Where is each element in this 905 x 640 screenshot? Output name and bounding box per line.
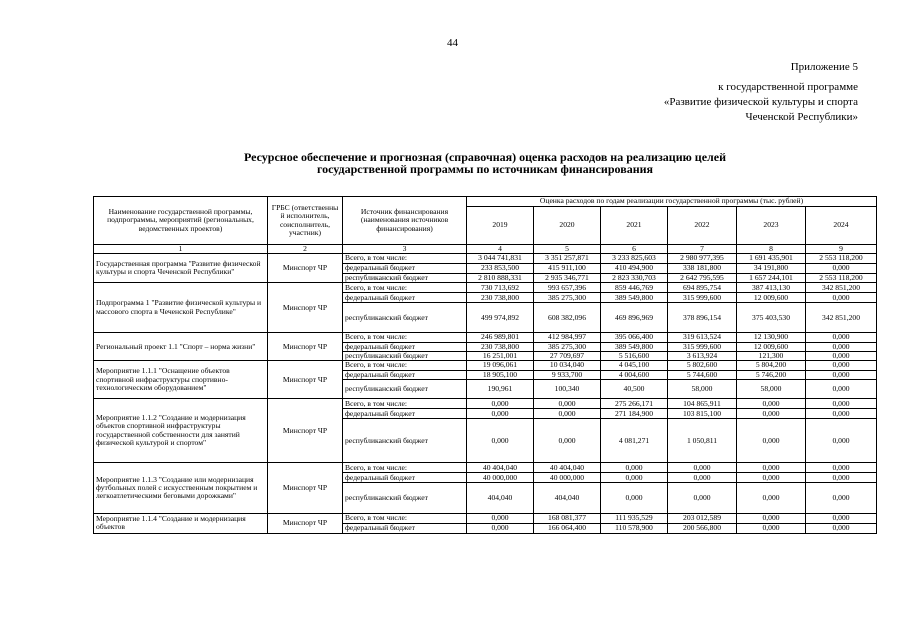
amount-cell: 0,000 <box>534 409 601 419</box>
amount-cell: 338 181,800 <box>668 263 737 273</box>
appendix-line: «Развитие физической культуры и спорта <box>663 96 858 108</box>
amount-cell: 4 004,600 <box>601 370 668 379</box>
amount-cell: 404,040 <box>467 483 534 514</box>
amount-cell: 9 933,700 <box>534 370 601 379</box>
amount-cell: 230 738,800 <box>467 293 534 303</box>
amount-cell: 2 935 346,771 <box>534 273 601 282</box>
amount-cell: 375 403,530 <box>737 303 806 333</box>
program-name-cell: Государственная программа "Развитие физической культуры и спорта Чеченской Республики" <box>94 254 268 283</box>
amount-cell: 0,000 <box>806 370 877 379</box>
funding-source-cell: республиканский бюджет <box>343 352 467 361</box>
header-year: 2021 <box>601 207 668 245</box>
amount-cell: 389 549,800 <box>601 293 668 303</box>
amount-cell: 4 045,100 <box>601 361 668 370</box>
header-estimate: Оценка расходов по годам реализации государственной программы (тыс. рублей) <box>467 197 877 207</box>
amount-cell: 2 642 795,595 <box>668 273 737 282</box>
amount-cell: 5 746,200 <box>737 370 806 379</box>
amount-cell: 5 802,600 <box>668 361 737 370</box>
amount-cell: 0,000 <box>737 514 806 523</box>
column-number: 1 <box>94 245 268 254</box>
amount-cell: 271 184,900 <box>601 409 668 419</box>
funding-source-cell: Всего, в том числе: <box>343 333 467 342</box>
amount-cell: 19 096,061 <box>467 361 534 370</box>
amount-cell: 395 066,400 <box>601 333 668 342</box>
appendix-title: Приложение 5 <box>790 61 858 73</box>
amount-cell: 1 657 244,101 <box>737 273 806 282</box>
amount-cell: 412 984,997 <box>534 333 601 342</box>
amount-cell: 100,340 <box>534 380 601 399</box>
amount-cell: 410 494,900 <box>601 263 668 273</box>
amount-cell: 315 999,600 <box>668 342 737 351</box>
amount-cell: 40 404,040 <box>467 463 534 473</box>
funding-source-cell: республиканский бюджет <box>343 303 467 333</box>
amount-cell: 0,000 <box>806 352 877 361</box>
amount-cell: 385 275,300 <box>534 342 601 351</box>
amount-cell: 2 823 330,703 <box>601 273 668 282</box>
funding-source-cell: Всего, в том числе: <box>343 514 467 523</box>
amount-cell: 0,000 <box>668 473 737 483</box>
amount-cell: 0,000 <box>806 263 877 273</box>
amount-cell: 0,000 <box>668 483 737 514</box>
amount-cell: 0,000 <box>668 463 737 473</box>
table-body <box>94 254 877 533</box>
funding-source-cell: Всего, в том числе: <box>343 254 467 263</box>
amount-cell: 166 064,400 <box>534 523 601 533</box>
table-row <box>94 333 877 342</box>
program-name-cell: Мероприятие 1.1.3 "Создание или модернизация футбольных полей с искусственным покрытием и легкоатлетическими беговыми дорожками" <box>94 463 268 514</box>
amount-cell: 404,040 <box>534 483 601 514</box>
amount-cell: 3 044 741,831 <box>467 254 534 263</box>
funding-source-cell: республиканский бюджет <box>343 380 467 399</box>
amount-cell: 18 905,100 <box>467 370 534 379</box>
amount-cell: 121,300 <box>737 352 806 361</box>
document-title <box>95 151 875 175</box>
amount-cell: 40 404,040 <box>534 463 601 473</box>
amount-cell: 27 709,697 <box>534 352 601 361</box>
amount-cell: 0,000 <box>737 409 806 419</box>
funding-source-cell: федеральный бюджет <box>343 342 467 351</box>
amount-cell: 469 896,969 <box>601 303 668 333</box>
amount-cell: 0,000 <box>806 361 877 370</box>
header-grbs: ГРБС (ответственны й исполнитель, соисполнитель, участник) <box>268 197 343 245</box>
amount-cell: 0,000 <box>534 419 601 463</box>
column-number: 6 <box>601 245 668 254</box>
funding-source-cell: Всего, в том числе: <box>343 463 467 473</box>
grbs-cell: Минспорт ЧР <box>268 463 343 514</box>
amount-cell: 3 351 257,871 <box>534 254 601 263</box>
funding-source-cell: Всего, в том числе: <box>343 361 467 370</box>
header-year: 2023 <box>737 207 806 245</box>
amount-cell: 4 081,271 <box>601 419 668 463</box>
amount-cell: 1 050,811 <box>668 419 737 463</box>
amount-cell: 0,000 <box>737 463 806 473</box>
amount-cell: 0,000 <box>806 419 877 463</box>
amount-cell: 16 251,001 <box>467 352 534 361</box>
amount-cell: 0,000 <box>467 419 534 463</box>
funding-source-cell: республиканский бюджет <box>343 483 467 514</box>
amount-cell: 389 549,800 <box>601 342 668 351</box>
funding-source-cell: республиканский бюджет <box>343 273 467 282</box>
grbs-cell: Минспорт ЧР <box>268 283 343 333</box>
amount-cell: 2 980 977,395 <box>668 254 737 263</box>
amount-cell: 608 382,096 <box>534 303 601 333</box>
header-year: 2022 <box>668 207 737 245</box>
page-number: 44 <box>447 37 458 49</box>
header-year: 2020 <box>534 207 601 245</box>
program-name-cell: Мероприятие 1.1.2 "Создание и модернизация объектов спортивной инфраструктуры государственной собственности для занятий физической культурой и спортом" <box>94 399 268 463</box>
table-row <box>94 514 877 523</box>
column-number: 2 <box>268 245 343 254</box>
funding-source-cell: федеральный бюджет <box>343 263 467 273</box>
grbs-cell: Минспорт ЧР <box>268 333 343 361</box>
amount-cell: 2 810 888,331 <box>467 273 534 282</box>
grbs-cell: Минспорт ЧР <box>268 254 343 283</box>
amount-cell: 0,000 <box>467 514 534 523</box>
column-number: 3 <box>343 245 467 254</box>
amount-cell: 0,000 <box>806 514 877 523</box>
amount-cell: 103 815,100 <box>668 409 737 419</box>
amount-cell: 0,000 <box>601 483 668 514</box>
funding-source-cell: федеральный бюджет <box>343 473 467 483</box>
appendix-block <box>664 60 858 125</box>
financing-table <box>93 196 877 534</box>
table-row <box>94 361 877 370</box>
amount-cell: 0,000 <box>467 409 534 419</box>
amount-cell: 0,000 <box>806 342 877 351</box>
amount-cell: 40 000,000 <box>534 473 601 483</box>
funding-source-cell: республиканский бюджет <box>343 419 467 463</box>
amount-cell: 342 851,200 <box>806 303 877 333</box>
amount-cell: 378 896,154 <box>668 303 737 333</box>
amount-cell: 0,000 <box>467 399 534 409</box>
column-number-row <box>94 245 877 254</box>
program-name-cell: Мероприятие 1.1.1 "Оснащение объектов спортивной инфраструктуры спортивно-технологическим оборудованием" <box>94 361 268 399</box>
amount-cell: 203 012,589 <box>668 514 737 523</box>
program-name-cell: Региональный проект 1.1 "Спорт – норма жизни" <box>94 333 268 361</box>
amount-cell: 5 744,600 <box>668 370 737 379</box>
column-number: 5 <box>534 245 601 254</box>
funding-source-cell: Всего, в том числе: <box>343 283 467 293</box>
column-number: 8 <box>737 245 806 254</box>
amount-cell: 0,000 <box>806 293 877 303</box>
table-row <box>94 254 877 263</box>
header-year: 2019 <box>467 207 534 245</box>
header-year: 2024 <box>806 207 877 245</box>
funding-source-cell: федеральный бюджет <box>343 370 467 379</box>
amount-cell: 0,000 <box>806 483 877 514</box>
amount-cell: 3 613,924 <box>668 352 737 361</box>
amount-cell: 58,000 <box>737 380 806 399</box>
amount-cell: 0,000 <box>806 380 877 399</box>
amount-cell: 12 130,900 <box>737 333 806 342</box>
amount-cell: 2 553 118,200 <box>806 254 877 263</box>
amount-cell: 0,000 <box>806 399 877 409</box>
amount-cell: 859 446,769 <box>601 283 668 293</box>
column-number: 4 <box>467 245 534 254</box>
document-title-line: государственной программы по источникам финансирования <box>316 162 654 176</box>
amount-cell: 0,000 <box>737 473 806 483</box>
program-name-cell: Мероприятие 1.1.4 "Создание и модернизация объектов <box>94 514 268 533</box>
table-row <box>94 399 877 409</box>
amount-cell: 12 009,600 <box>737 342 806 351</box>
amount-cell: 104 865,911 <box>668 399 737 409</box>
amount-cell: 0,000 <box>806 409 877 419</box>
header-name: Наименование государственной программы, подпрограммы, мероприятий (региональных, ведомственных проектов) <box>94 197 268 245</box>
amount-cell: 0,000 <box>601 463 668 473</box>
amount-cell: 2 553 118,200 <box>806 273 877 282</box>
appendix-line: к государственной программе <box>718 81 858 93</box>
amount-cell: 387 413,130 <box>737 283 806 293</box>
amount-cell: 0,000 <box>601 473 668 483</box>
amount-cell: 499 974,892 <box>467 303 534 333</box>
amount-cell: 200 566,800 <box>668 523 737 533</box>
table-row <box>94 463 877 473</box>
amount-cell: 3 233 825,603 <box>601 254 668 263</box>
funding-source-cell: Всего, в том числе: <box>343 399 467 409</box>
amount-cell: 0,000 <box>806 333 877 342</box>
amount-cell: 0,000 <box>806 463 877 473</box>
amount-cell: 40 000,000 <box>467 473 534 483</box>
amount-cell: 0,000 <box>737 399 806 409</box>
amount-cell: 0,000 <box>737 419 806 463</box>
amount-cell: 385 275,300 <box>534 293 601 303</box>
amount-cell: 0,000 <box>467 523 534 533</box>
amount-cell: 0,000 <box>737 523 806 533</box>
amount-cell: 58,000 <box>668 380 737 399</box>
amount-cell: 10 034,040 <box>534 361 601 370</box>
amount-cell: 230 738,800 <box>467 342 534 351</box>
amount-cell: 275 266,171 <box>601 399 668 409</box>
column-number: 7 <box>668 245 737 254</box>
amount-cell: 5 516,600 <box>601 352 668 361</box>
column-number: 9 <box>806 245 877 254</box>
amount-cell: 319 613,524 <box>668 333 737 342</box>
amount-cell: 342 851,200 <box>806 283 877 293</box>
amount-cell: 415 911,100 <box>534 263 601 273</box>
appendix-line: Чеченской Республики» <box>745 111 858 123</box>
amount-cell: 993 657,396 <box>534 283 601 293</box>
amount-cell: 168 081,377 <box>534 514 601 523</box>
header-source: Источник финансирования (наименования источников финансирования) <box>343 197 467 245</box>
amount-cell: 0,000 <box>806 523 877 533</box>
program-name-cell: Подпрограмма 1 "Развитие физической культуры и массового спорта в Чеченской Республике" <box>94 283 268 333</box>
amount-cell: 110 578,900 <box>601 523 668 533</box>
grbs-cell: Минспорт ЧР <box>268 361 343 399</box>
amount-cell: 0,000 <box>806 473 877 483</box>
amount-cell: 111 935,529 <box>601 514 668 523</box>
amount-cell: 315 999,600 <box>668 293 737 303</box>
grbs-cell: Минспорт ЧР <box>268 514 343 533</box>
table-row <box>94 283 877 293</box>
amount-cell: 0,000 <box>534 399 601 409</box>
grbs-cell: Минспорт ЧР <box>268 399 343 463</box>
amount-cell: 694 895,754 <box>668 283 737 293</box>
amount-cell: 0,000 <box>737 483 806 514</box>
amount-cell: 12 009,600 <box>737 293 806 303</box>
amount-cell: 233 853,500 <box>467 263 534 273</box>
amount-cell: 246 989,801 <box>467 333 534 342</box>
amount-cell: 5 804,200 <box>737 361 806 370</box>
amount-cell: 730 713,692 <box>467 283 534 293</box>
document-title-line: Ресурсное обеспечение и прогнозная (справочная) оценка расходов на реализацию целей <box>243 150 727 164</box>
funding-source-cell: федеральный бюджет <box>343 523 467 533</box>
amount-cell: 1 691 435,901 <box>737 254 806 263</box>
funding-source-cell: федеральный бюджет <box>343 293 467 303</box>
amount-cell: 34 191,800 <box>737 263 806 273</box>
funding-source-cell: федеральный бюджет <box>343 409 467 419</box>
amount-cell: 40,500 <box>601 380 668 399</box>
amount-cell: 190,961 <box>467 380 534 399</box>
